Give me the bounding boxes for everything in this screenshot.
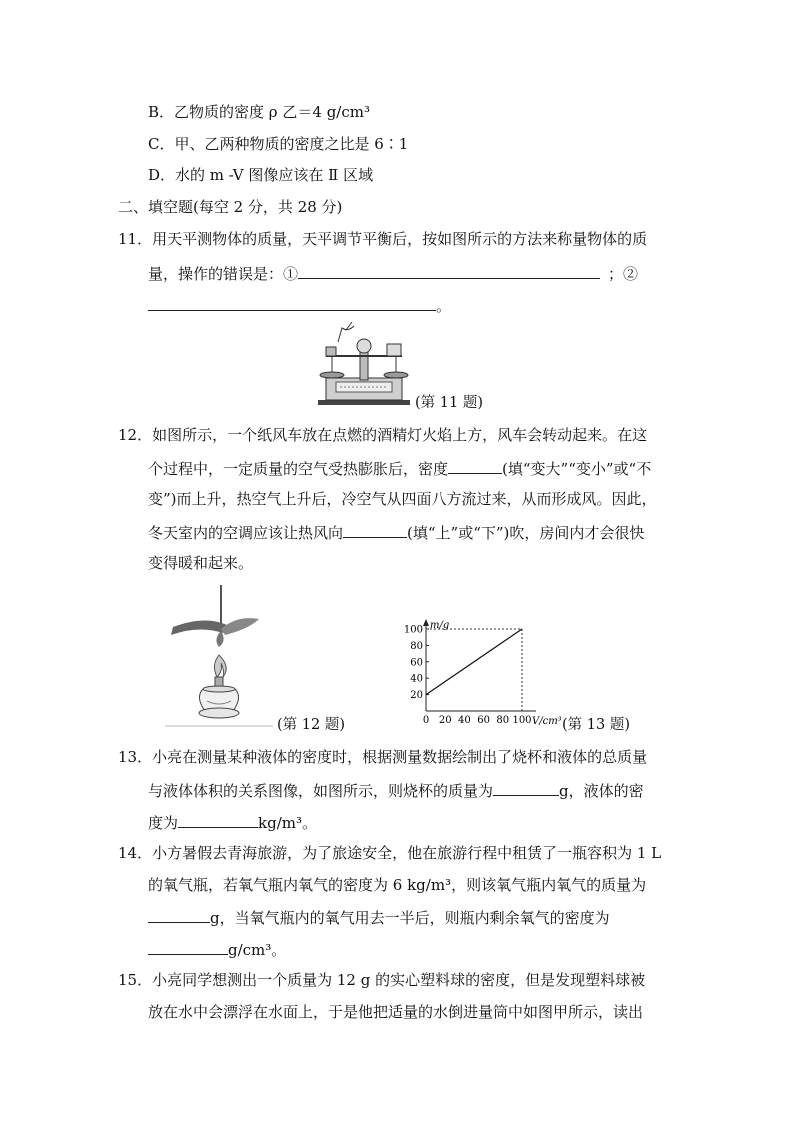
q12-line1: 12．如图所示，一个纸风车放在点燃的酒精灯火焰上方，风车会转动起来。在这 [118,426,648,444]
q11-period: 。 [436,297,452,315]
mass-volume-chart [400,612,580,732]
option-c: C．甲、乙两种物质的密度之比是 6∶1 [148,135,409,153]
figure-11-caption: (第 11 题) [415,395,483,411]
series-line [426,629,522,695]
x-tick-label: 20 [438,715,452,726]
q11-line3 [148,294,451,316]
q12-line2 [148,457,651,479]
option-b: B．乙物质的密度 ρ 乙＝4 g/cm³ [148,103,370,121]
q12-line5: 变得暖和起来。 [148,554,254,572]
q13-blank-1[interactable] [493,779,559,796]
q13-line1: 13．小亮在测量某种液体的密度时，根据测量数据绘制出了烧杯和液体的总质量 [118,748,648,766]
y-tick-label: 60 [410,657,423,669]
q14-blank-2[interactable] [148,938,228,955]
balance-figure [312,320,416,408]
q12-text-a: 个过程中，一定质量的空气受热膨胀后，密度 [148,460,449,478]
q11-blank-1[interactable] [298,262,600,279]
q14-line1: 14．小方暑假去青海旅游，为了旅途安全，他在旅游行程中租赁了一瓶容积为 1 L [118,844,662,862]
section-title: 二、填空题(每空 2 分，共 28 分) [118,198,343,216]
q14-text-a: g，当氧气瓶内的氧气用去一半后，则瓶内剩余氧气的密度为 [210,909,610,927]
q14-line4 [148,938,286,960]
x-tick-label: 60 [477,715,490,726]
x-tick-label: 0 [422,715,430,726]
q14-line3 [148,906,610,928]
option-d: D．水的 m -V 图像应该在 Ⅱ 区域 [148,166,374,184]
y-tick-label: 100 [403,624,423,636]
q11-text-2: ；② [608,265,639,283]
pinwheel-lamp-figure [165,585,275,730]
q12-text-d: (填“上”或“下”)吹，房间内才会很快 [407,524,645,542]
q11-blank-2[interactable] [148,294,436,311]
q15-line2: 放在水中会漂浮在水面上，于是他把适量的水倒进量筒中如图甲所示，读出 [148,1003,644,1021]
x-tick-label: 40 [458,715,471,726]
figure-12-caption: (第 12 题) [277,717,345,733]
x-axis-label: V/cm³ [532,716,562,727]
q15-line1: 15．小亮同学想测出一个质量为 12 g 的实心塑料球的密度，但是发现塑料球被 [118,971,646,989]
q12-blank-1[interactable] [448,457,502,474]
x-tick-label: 80 [496,715,510,726]
q13-line2 [148,779,644,801]
q12-blank-2[interactable] [343,521,407,538]
q13-text-b: g，液体的密 [559,782,644,800]
q12-text-c: 冬天室内的空调应该让热风向 [148,524,344,542]
q13-text-a: 与液体体积的关系图像，如图所示，则烧杯的质量为 [148,782,494,800]
q12-text-b: (填“变大”“变小”或“不 [502,460,652,478]
q14-blank-1[interactable] [148,906,210,923]
figure-13-caption: (第 13 题) [562,717,630,733]
y-tick-label: 20 [410,690,423,702]
x-tick-label: 100 [512,715,532,726]
q13-text-c: 度为 [148,814,179,832]
q12-line4 [148,521,644,543]
y-tick-label: 40 [410,673,423,685]
q14-line2: 的氧气瓶，若氧气瓶内氧气的密度为 6 kg/m³，则该氧气瓶内氧气的质量为 [148,876,647,894]
y-axis-arrow [423,619,429,626]
y-tick-label: 80 [410,640,423,652]
q11-line1: 11．用天平测物体的质量，天平调节平衡后，按如图所示的方法来称量物体的质 [118,230,648,248]
q11-text: 量，操作的错误是：① [148,265,299,283]
q11-line2 [148,262,638,284]
q13-text-d: kg/m³。 [258,814,317,832]
q13-line3 [148,811,317,833]
q13-blank-2[interactable] [178,811,258,828]
y-axis-label: m/g [430,620,450,631]
q12-line3: 变”)而上升，热空气上升后，冷空气从四面八方流过来，从而形成风。因此， [148,490,657,508]
q14-text-b: g/cm³。 [228,941,287,959]
